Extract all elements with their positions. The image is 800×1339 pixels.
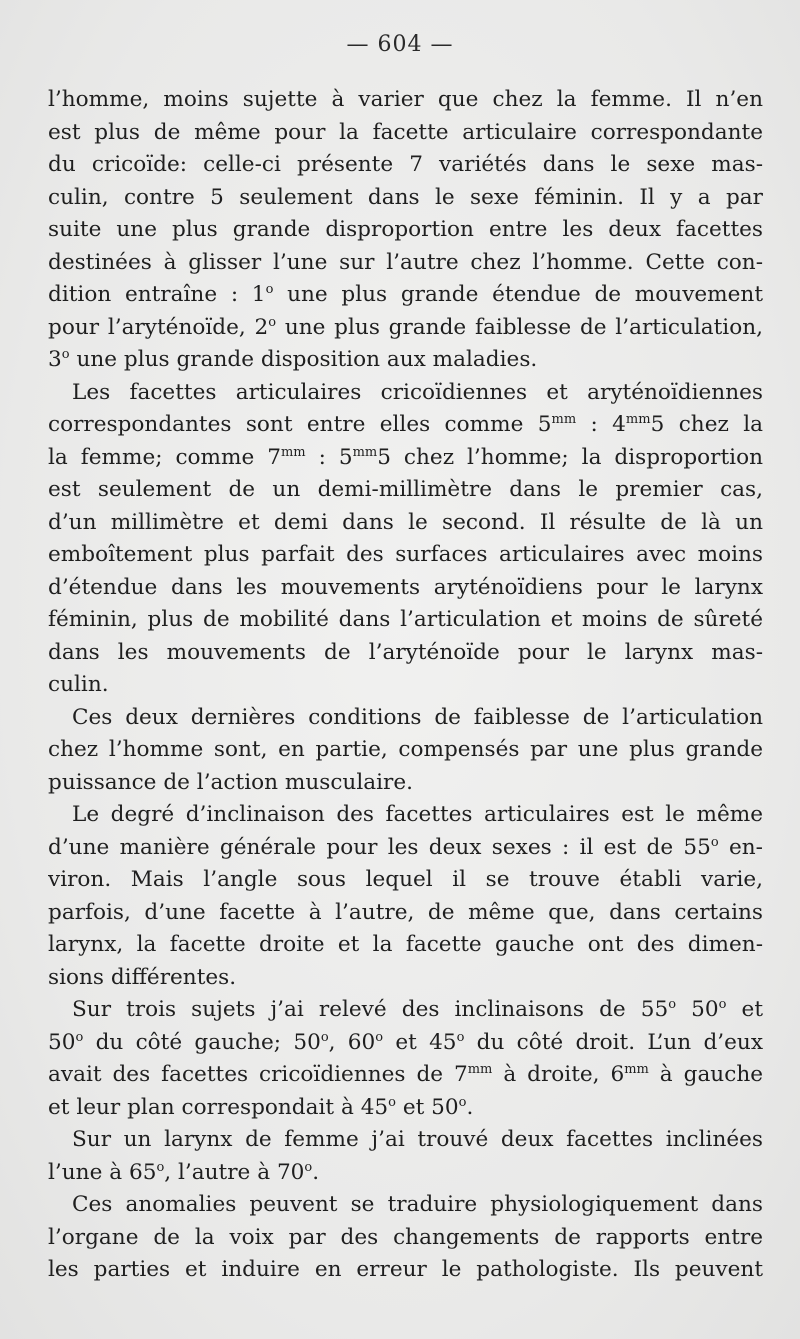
text-segment: destinées à glisser l’une sur l’autre chez l’homme. Cette con- bbox=[48, 249, 763, 275]
text-segment: est plus de même pour la facette articulaire correspondante bbox=[48, 119, 763, 145]
superscript: o bbox=[61, 347, 70, 362]
text-line bbox=[48, 214, 763, 247]
text-segment: les parties et induire en erreur le pathologiste. Ils peuvent bbox=[48, 1257, 763, 1282]
text-line bbox=[48, 734, 763, 767]
text-line bbox=[48, 1027, 763, 1060]
text-line bbox=[48, 1189, 763, 1222]
text-line bbox=[48, 1124, 763, 1157]
text-segment: est seulement de un demi-millimètre dans le premier cas, bbox=[48, 477, 763, 502]
text-line bbox=[48, 247, 763, 280]
superscript: mm bbox=[352, 444, 378, 460]
text-line bbox=[48, 962, 763, 995]
text-line bbox=[48, 702, 763, 735]
text-segment: : 5 bbox=[305, 444, 353, 470]
text-line bbox=[48, 409, 763, 442]
text-line bbox=[48, 539, 763, 572]
text-segment: culin. bbox=[48, 672, 109, 697]
text-segment: . bbox=[466, 1094, 474, 1120]
text-segment: 5 chez l’homme; la disproportion bbox=[377, 444, 763, 470]
superscript: o bbox=[75, 1029, 84, 1045]
superscript: o bbox=[265, 282, 274, 297]
text-line bbox=[48, 864, 763, 897]
text-segment: et 45 bbox=[383, 1029, 457, 1055]
text-segment: l’une à 65 bbox=[48, 1159, 157, 1185]
text-line bbox=[48, 604, 763, 637]
text-line bbox=[48, 182, 763, 215]
text-segment: une plus grande étendue de mouvement bbox=[273, 282, 763, 307]
text-segment: féminin, plus de mobilité dans l’articulation et moins de sûreté bbox=[48, 607, 763, 632]
text-line bbox=[48, 994, 763, 1027]
text-segment: et bbox=[726, 997, 763, 1022]
text-segment: Ces anomalies peuvent se traduire physiologiquement dans bbox=[72, 1192, 763, 1217]
text-segment: Sur un larynx de femme j’ai trouvé deux facettes inclinées bbox=[72, 1127, 763, 1152]
superscript: o bbox=[456, 1029, 465, 1045]
body-text bbox=[48, 84, 763, 1287]
text-line bbox=[48, 897, 763, 930]
text-line bbox=[48, 572, 763, 605]
superscript: o bbox=[320, 1029, 329, 1045]
superscript: mm bbox=[625, 412, 651, 427]
text-segment: l’organe de la voix par des changements de rapports entre bbox=[48, 1224, 763, 1250]
text-line bbox=[48, 279, 763, 312]
superscript: o bbox=[156, 1159, 165, 1175]
text-segment: Ces deux dernières conditions de faiblesse de l’articulation bbox=[72, 704, 763, 730]
text-segment: culin, contre 5 seulement dans le sexe féminin. Il y a par bbox=[48, 184, 763, 210]
superscript: o bbox=[718, 997, 727, 1012]
text-segment: la femme; comme 7 bbox=[48, 444, 281, 470]
text-segment: à gauche bbox=[648, 1062, 763, 1087]
text-segment: à droite, 6 bbox=[492, 1062, 625, 1087]
text-segment: chez l’homme sont, en partie, compensés par une plus grande bbox=[48, 737, 763, 762]
text-line bbox=[48, 507, 763, 540]
text-line bbox=[48, 442, 763, 475]
text-segment: l’homme, moins sujette à varier que chez la femme. Il n’en bbox=[48, 87, 763, 112]
text-segment: 50 bbox=[48, 1029, 76, 1055]
text-segment: correspondantes sont entre elles comme 5 bbox=[48, 412, 552, 437]
text-segment: et 50 bbox=[396, 1094, 459, 1120]
text-line bbox=[48, 1059, 763, 1092]
text-line bbox=[48, 637, 763, 670]
text-segment: , l’autre à 70 bbox=[164, 1159, 305, 1185]
text-segment: 50 bbox=[676, 997, 719, 1022]
superscript: mm bbox=[551, 412, 577, 427]
text-segment: Les facettes articulaires cricoïdiennes et aryténoïdiennes bbox=[72, 379, 763, 405]
superscript: o bbox=[375, 1029, 384, 1045]
text-segment: suite une plus grande disproportion entre les deux facettes bbox=[48, 217, 763, 242]
superscript: o bbox=[668, 997, 677, 1012]
text-segment: emboîtement plus parfait des surfaces articulaires avec moins bbox=[48, 542, 763, 567]
text-segment: du côté droit. L’un d’eux bbox=[464, 1029, 763, 1055]
superscript: o bbox=[458, 1094, 467, 1110]
text-segment: sions différentes. bbox=[48, 964, 237, 990]
text-line bbox=[48, 929, 763, 962]
text-line bbox=[48, 1092, 763, 1125]
text-line bbox=[48, 344, 763, 377]
text-segment: puissance de l’action musculaire. bbox=[48, 769, 413, 795]
text-line bbox=[48, 799, 763, 832]
text-segment: Sur trois sujets j’ai relevé des inclinaisons de 55 bbox=[72, 997, 669, 1022]
text-segment: dition entraîne : 1 bbox=[48, 282, 266, 307]
text-segment: viron. Mais l’angle sous lequel il se trouve établi varie, bbox=[48, 867, 763, 892]
superscript: o bbox=[304, 1159, 313, 1175]
text-line bbox=[48, 767, 763, 800]
text-segment: 3 bbox=[48, 347, 62, 372]
text-segment: en- bbox=[718, 834, 763, 860]
text-line bbox=[48, 312, 763, 345]
text-segment: du côté gauche; 50 bbox=[83, 1029, 321, 1055]
text-segment: Le degré d’inclinaison des facettes articulaires est le même bbox=[72, 802, 763, 827]
text-segment: et leur plan correspondait à 45 bbox=[48, 1094, 389, 1120]
text-segment: dans les mouvements de l’aryténoïde pour le larynx mas- bbox=[48, 639, 763, 665]
text-segment: , 60 bbox=[328, 1029, 376, 1055]
text-segment: pour l’aryténoïde, 2 bbox=[48, 314, 269, 340]
text-line bbox=[48, 149, 763, 182]
page-number: — 604 — bbox=[346, 32, 454, 57]
text-line bbox=[48, 84, 763, 117]
superscript: mm bbox=[280, 444, 306, 460]
superscript: o bbox=[268, 314, 277, 330]
text-segment: une plus grande faiblesse de l’articulation, bbox=[276, 314, 763, 340]
text-segment: d’étendue dans les mouvements aryténoïdiens pour le larynx bbox=[48, 574, 763, 600]
text-segment: parfois, d’une facette à l’autre, de même que, dans certains bbox=[48, 899, 763, 925]
text-segment: du cricoïde: celle-ci présente 7 variétés dans le sexe mas- bbox=[48, 152, 763, 177]
text-segment: . bbox=[312, 1159, 320, 1185]
text-line bbox=[48, 377, 763, 410]
text-line bbox=[48, 474, 763, 507]
text-line bbox=[48, 669, 763, 702]
text-line bbox=[48, 1254, 763, 1287]
text-line bbox=[48, 1157, 763, 1190]
text-segment: avait des facettes cricoïdiennes de 7 bbox=[48, 1062, 468, 1087]
text-segment: 5 chez la bbox=[650, 412, 763, 437]
text-segment: d’une manière générale pour les deux sexes : il est de 55 bbox=[48, 834, 711, 860]
superscript: mm bbox=[467, 1062, 493, 1077]
text-segment: : 4 bbox=[576, 412, 626, 437]
superscript: o bbox=[388, 1094, 396, 1110]
text-segment: une plus grande disposition aux maladies. bbox=[69, 347, 538, 372]
text-line bbox=[48, 832, 763, 865]
text-line bbox=[48, 117, 763, 150]
text-line bbox=[48, 1222, 763, 1255]
superscript: mm bbox=[624, 1062, 649, 1077]
text-segment: larynx, la facette droite et la facette gauche ont des dimen- bbox=[48, 932, 763, 957]
text-segment: d’un millimètre et demi dans le second. Il résulte de là un bbox=[48, 509, 763, 535]
superscript: o bbox=[710, 834, 719, 850]
